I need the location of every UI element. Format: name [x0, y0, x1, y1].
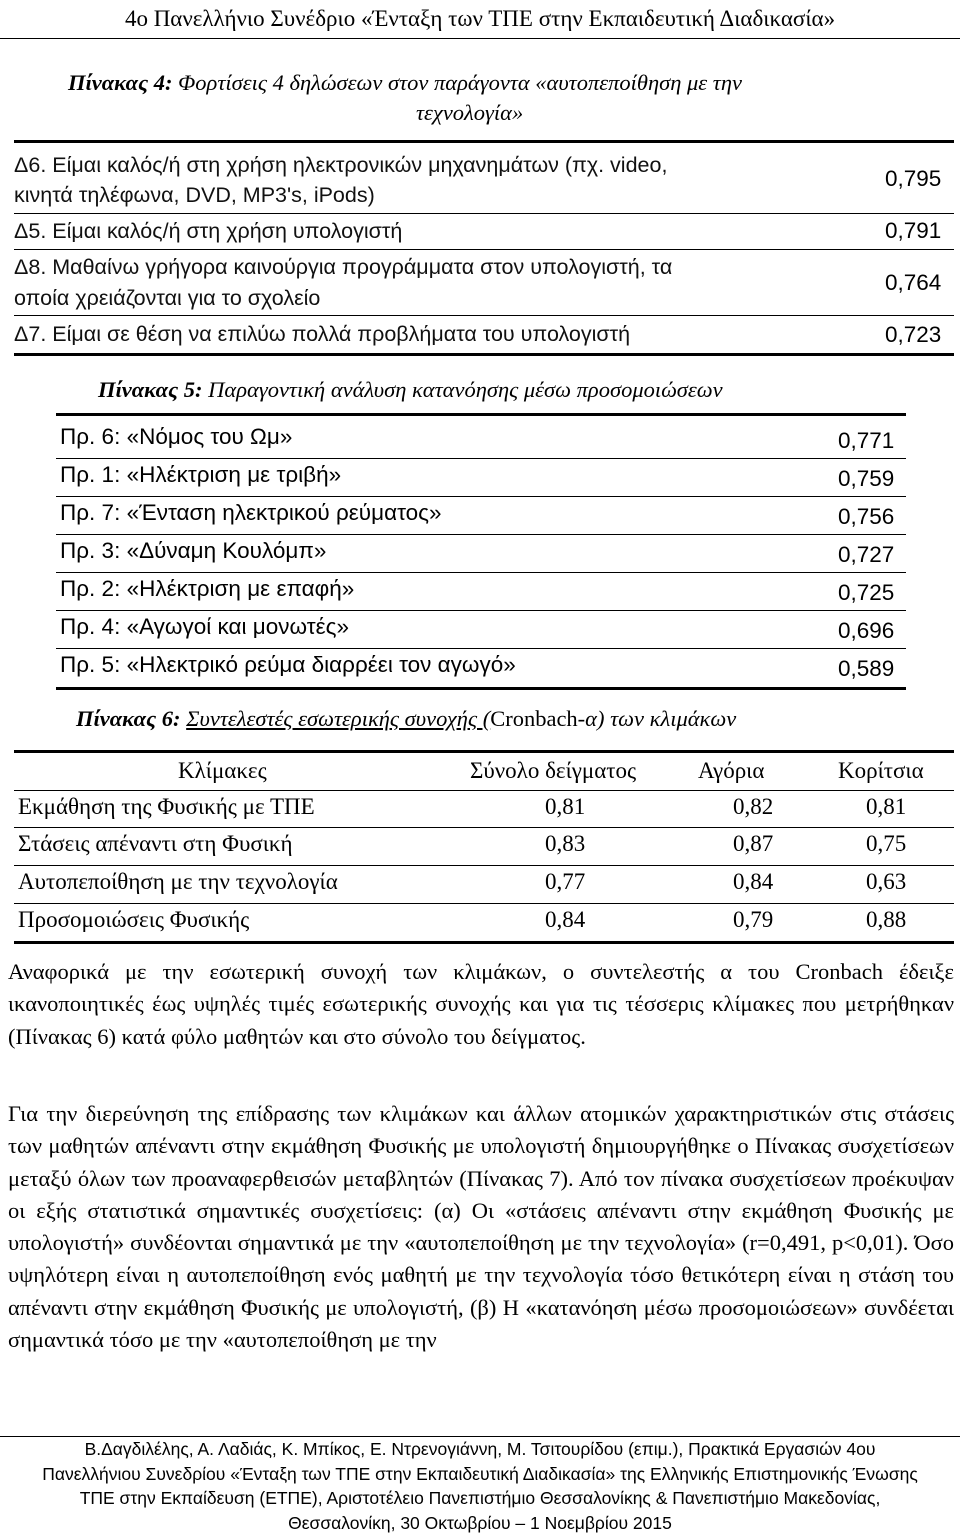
- table6-caption-text-b: Cronbach-: [490, 706, 586, 731]
- table6-caption-text-c: α) των κλιμάκων: [585, 706, 737, 731]
- table5-row-rule: [56, 534, 906, 535]
- table6-header-cell: Κορίτσια: [838, 758, 924, 783]
- table5-row-label: Πρ. 2: «Ηλέκτριση με επαφή»: [60, 576, 355, 601]
- table5-top-rule: [56, 413, 906, 416]
- table4-row-rule: [14, 249, 954, 250]
- table4-caption-text: Φορτίσεις 4 δηλώσεων στον παράγοντα «αυτοπεποίθηση με την: [178, 70, 742, 95]
- table5-row-value: 0,727: [838, 542, 895, 567]
- table6-caption-text-a: Συντελεστές εσωτερικής συνοχής (: [186, 706, 491, 731]
- table5-row-rule: [56, 610, 906, 611]
- table6-cell: 0,77: [545, 869, 586, 894]
- table5-row-label: Πρ. 6: «Νόμος του Ωμ»: [60, 424, 293, 449]
- table6-header-cell: Αγόρια: [698, 758, 765, 783]
- footer-line: Β.Δαγδιλέλης, Α. Λαδιάς, Κ. Μπίκος, Ε. Ντρενογιάννη, Μ. Τσιτουρίδου (επιμ.), Πρακτικά Εργασιών 4ου: [84, 1439, 876, 1459]
- table5-row-value: 0,756: [838, 504, 895, 529]
- table4-row-rule: [14, 315, 954, 316]
- table4-row-text: Δ7. Είμαι σε θέση να επιλύω πολλά προβλήματα του υπολογιστή: [14, 322, 631, 346]
- table5-row-value: 0,771: [838, 428, 895, 453]
- table5-row-value: 0,725: [838, 580, 895, 605]
- table6-cell: 0,75: [866, 831, 907, 856]
- table4-row-rule: [14, 213, 954, 214]
- table4-bottom-rule: [14, 353, 954, 356]
- table6-row-rule: [14, 865, 954, 866]
- table6-caption: [76, 706, 736, 732]
- table6-cell: 0,63: [866, 869, 907, 894]
- table4-row-value: 0,764: [885, 270, 942, 295]
- table6-bottom-rule: [14, 941, 954, 944]
- table5-row-label: Πρ. 5: «Ηλεκτρικό ρεύμα διαρρέει τον αγωγό»: [60, 652, 516, 677]
- footer: [0, 1437, 960, 1535]
- table5-row-rule: [56, 496, 906, 497]
- table6-header-cell: Σύνολο δείγματος: [470, 758, 637, 783]
- table4-row-text: Δ6. Είμαι καλός/ή στη χρήση ηλεκτρονικών μηχανημάτων (πχ. video,: [14, 153, 668, 177]
- table6-header-cell: Κλίμακες: [178, 758, 267, 783]
- footer-line: Θεσσαλονίκη, 30 Οκτωβρίου – 1 Νοεμβρίου 2015: [288, 1512, 672, 1533]
- table6-cell: 0,87: [733, 831, 774, 856]
- table6-cell: Στάσεις απέναντι στη Φυσική: [18, 831, 293, 856]
- table6-cell: 0,84: [545, 907, 586, 932]
- table4-top-rule: [14, 140, 954, 143]
- table6-caption-label: Πίνακας 6:: [76, 706, 181, 731]
- table5-row-label: Πρ. 7: «Ένταση ηλεκτρικού ρεύματος»: [60, 500, 442, 525]
- table4-caption-line2: τεχνολογία»: [416, 100, 524, 125]
- table5-caption: [98, 377, 723, 403]
- table6-cell: 0,81: [545, 794, 586, 819]
- table6-cell: 0,81: [866, 794, 907, 819]
- table6-cell: Αυτοπεποίθηση με την τεχνολογία: [18, 869, 338, 894]
- table6-cell: Προσομοιώσεις Φυσικής: [18, 907, 250, 932]
- table6-cell: 0,82: [733, 794, 774, 819]
- table4-caption: [68, 70, 742, 96]
- table6-cell: 0,84: [733, 869, 774, 894]
- table5-row-rule: [56, 458, 906, 459]
- table5-row-value: 0,589: [838, 656, 895, 681]
- table4-row-text: Δ8. Μαθαίνω γρήγορα καινούργια προγράμματα στον υπολογιστή, τα: [14, 255, 673, 279]
- table6-cell: Εκμάθηση της Φυσικής με ΤΠΕ: [18, 794, 315, 819]
- table5-caption-label: Πίνακας 5:: [98, 377, 203, 402]
- table6-row-rule: [14, 903, 954, 904]
- table5-row-label: Πρ. 3: «Δύναμη Κουλόμπ»: [60, 538, 327, 563]
- table4-row-value: 0,723: [885, 322, 942, 347]
- table6-cell: 0,83: [545, 831, 586, 856]
- table5-row-rule: [56, 648, 906, 649]
- table5-row-label: Πρ. 4: «Αγωγοί και μονωτές»: [60, 614, 349, 639]
- table5-caption-text: Παραγοντική ανάλυση κατανόησης μέσω προσομοιώσεων: [208, 377, 723, 402]
- table5-row-value: 0,759: [838, 466, 895, 491]
- table4-row-text: Δ5. Είμαι καλός/ή στη χρήση υπολογιστή: [14, 219, 403, 243]
- table4-caption-label: Πίνακας 4:: [68, 70, 173, 95]
- body-paragraph: Αναφορικά με την εσωτερική συνοχή των κλιμάκων, ο συντελεστής α του Cronbach έδειξε ικανοποιητικές έως υψηλές τιμές εσωτερικής συνοχής και για τις τέσσερις κλίμακες που μετρήθηκαν (Πίνακας 6) κατά φύλο μαθητών και στο σύνολο του δείγματος.: [8, 959, 954, 1049]
- table5-row-rule: [56, 572, 906, 573]
- body-paragraph: Για την διερεύνηση της επίδρασης των κλιμάκων και άλλων ατομικών χαρακτηριστικών στις στάσεις των μαθητών απέναντι στην εκμάθηση Φυσικής με υπολογιστή δημιουργήθηκε ο Πίνακας συσχετίσεων μεταξύ όλων των προαναφερθεισών μεταβλητών (Πίνακας 7). Από τον πίνακα συσχετίσεων προέκυψαν οι εξής στατιστικά σημαντικές συσχετίσεις: (α) Οι «στάσεις απέναντι στην εκμάθηση Φυσικής με υπολογιστή» συνδέονται σημαντικά με την «αυτοπεποίθηση με την τεχνολογία» (r=0,491, p<0,01). Όσο υψηλότερη είναι η αυτοπεποίθηση ενός μαθητή με την τεχνολογία τόσο θετικότερη είναι η στάση του απέναντι στην εκμάθηση Φυσικής με υπολογιστή, (β) Η «κατανόηση μέσω προσομοιώσεων» συνδέεται σημαντικά τόσο με την «αυτοπεποίθηση με την: [8, 1101, 954, 1353]
- running-header: 4ο Πανελλήνιο Συνέδριο «Ένταξη των ΤΠΕ στην Εκπαιδευτική Διαδικασία»: [0, 0, 960, 39]
- table6-cell: 0,88: [866, 907, 907, 932]
- table6-top-rule: [14, 750, 954, 753]
- table6-header-rule: [14, 790, 954, 791]
- table4-row-value: 0,795: [885, 166, 942, 191]
- footer-line: Πανελλήνιου Συνεδρίου «Ένταξη των ΤΠΕ στην Εκπαιδευτική Διαδικασία» της Ελληνικής Επιστημονικής Ένωσης: [42, 1463, 918, 1484]
- table6-row-rule: [14, 827, 954, 828]
- table6-cell: 0,79: [733, 907, 774, 932]
- table5-bottom-rule: [56, 687, 906, 690]
- table5-row-label: Πρ. 1: «Ηλέκτριση με τριβή»: [60, 462, 342, 487]
- footer-line: ΤΠΕ στην Εκπαίδευση (ΕΤΠΕ), Αριστοτέλειο Πανεπιστήμιο Θεσσαλονίκης & Πανεπιστήμιο Μακεδονίας,: [79, 1488, 881, 1508]
- table4-row-value: 0,791: [885, 218, 942, 243]
- table4-row-text: οποία χρειάζονται για το σχολείο: [14, 286, 321, 310]
- table4-row-text: κινητά τηλέφωνα, DVD, MP3's, iPods): [14, 183, 375, 207]
- table5-row-value: 0,696: [838, 618, 895, 643]
